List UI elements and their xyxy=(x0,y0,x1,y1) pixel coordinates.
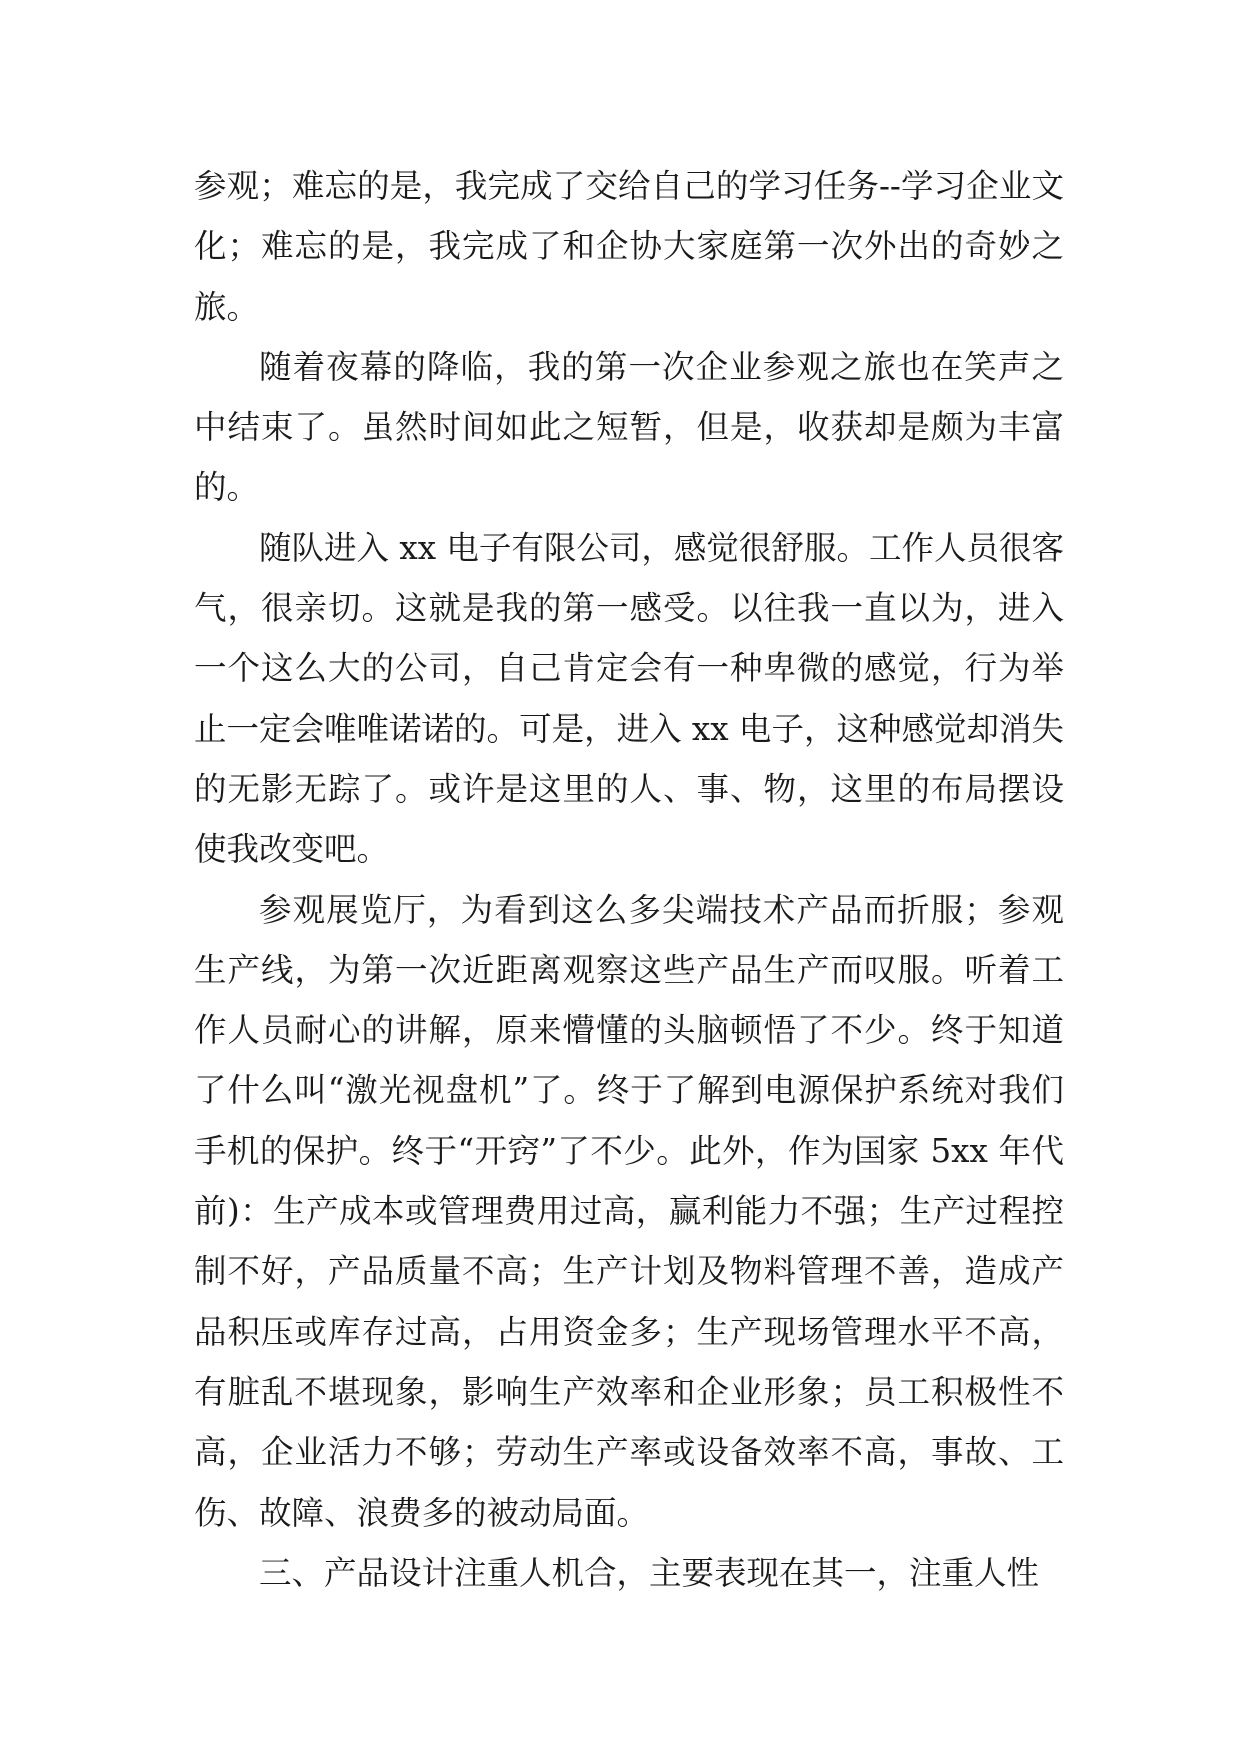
paragraph-2: 随着夜幕的降临，我的第一次企业参观之旅也在笑声之中结束了。虽然时间如此之短暂，但是，收获却是颇为丰富的。 xyxy=(194,347,1064,507)
document-body xyxy=(194,156,1064,1603)
paragraph-4: 参观展览厅，为看到这么多尖端技术产品而折服；参观生产线，为第一次近距离观察这些产品生产而叹服。听着工作人员耐心的讲解，原来懵懂的头脑顿悟了不少。终于知道了什么叫“激光视盘机”了。终于了解到电源保护系统对我们手机的保护。终于“开窍”了不少。此外，作为国家 5xx 年代前)：生产成本或管理费用过高，赢利能力不强；生产过程控制不好，产品质量不高；生产计划及物料管理不善，造成产品积压或库存过高，占用资金多；生产现场管理水平不高，有脏乱不堪现象，影响生产效率和企业形象；员工积极性不高，企业活力不够；劳动生产率或设备效率不高，事故、工伤、故障、浪费多的被动局面。 xyxy=(194,890,1064,1532)
paragraph-5: 三、产品设计注重人机合，主要表现在其一，注重人性 xyxy=(259,1553,1040,1592)
paragraph-1: 参观；难忘的是，我完成了交给自己的学习任务--学习企业文化；难忘的是，我完成了和企协大家庭第一次外出的奇妙之旅。 xyxy=(194,167,1064,326)
paragraph-3: 随队进入 xx 电子有限公司，感觉很舒服。工作人员很客气，很亲切。这就是我的第一感受。以往我一直以为，进入一个这么大的公司，自己肯定会有一种卑微的感觉，行为举止一定会唯唯诺诺的。可是，进入 xx 电子，这种感觉却消失的无影无踪了。或许是这里的人、事、物，这里的布局摆设使我改变吧。 xyxy=(194,528,1064,869)
